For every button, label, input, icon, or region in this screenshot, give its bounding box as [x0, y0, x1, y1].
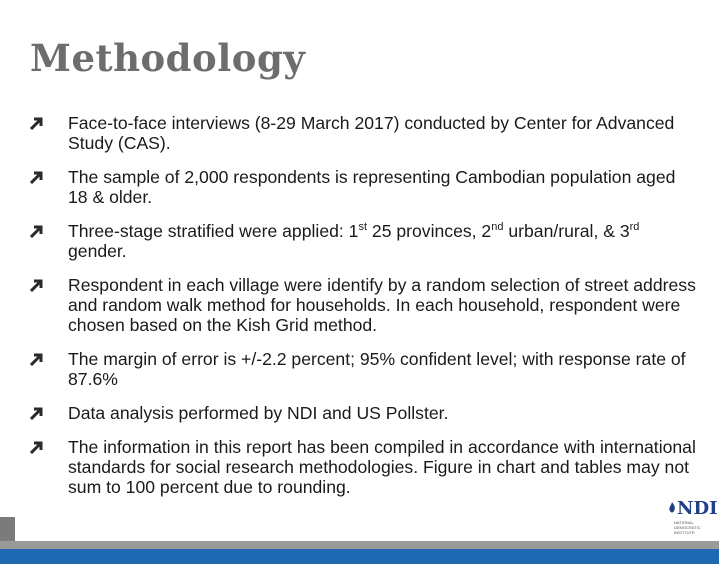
page-title: Methodology	[30, 36, 306, 80]
arrow-up-right-icon	[30, 406, 44, 420]
footer-grey-bar	[0, 541, 719, 549]
footer-blue-bar	[0, 549, 719, 564]
arrow-up-right-icon	[30, 170, 44, 184]
bullet-text: Three-stage stratified were applied: 1st 25 provinces, 2nd urban/rural, & 3rd gender.	[68, 221, 640, 261]
bullet-item-interviews	[30, 113, 698, 153]
bullet-item-margin-of-error	[30, 349, 698, 389]
ndi-logo-subtitle: NATIONAL DEMOCRATIC INSTITUTE	[674, 520, 701, 535]
flame-icon	[668, 502, 676, 514]
bullet-text: Face-to-face interviews (8-29 March 2017) conducted by Center for Advanced Study (CAS).	[68, 113, 675, 153]
bullet-text: The information in this report has been compiled in accordance with international standards for social research methodologies. Figure in chart and tables may not sum to 100 percent due to rounding.	[68, 437, 696, 497]
bullet-text: Respondent in each village were identify by a random selection of street address and random walk method for households. In each household, respondent were chosen based on the Kish Grid method.	[68, 275, 696, 335]
ndi-logo	[668, 498, 719, 538]
bullet-text: Data analysis performed by NDI and US Pollster.	[68, 403, 449, 423]
arrow-up-right-icon	[30, 116, 44, 130]
bullet-list	[30, 113, 698, 497]
bullet-text: The margin of error is +/-2.2 percent; 95% confident level; with response rate of 87.6%	[68, 349, 686, 389]
arrow-up-right-icon	[30, 440, 44, 454]
bullet-text: The sample of 2,000 respondents is representing Cambodian population aged 18 & older.	[68, 167, 676, 207]
bullet-item-standards	[30, 437, 698, 497]
arrow-up-right-icon	[30, 352, 44, 366]
bullet-item-stratified	[30, 221, 698, 261]
ndi-logo-mark: NDI	[668, 498, 717, 519]
bullet-item-respondent-selection	[30, 275, 698, 335]
arrow-up-right-icon	[30, 278, 44, 292]
bullet-item-sample	[30, 167, 698, 207]
arrow-up-right-icon	[30, 224, 44, 238]
bullet-item-data-analysis	[30, 403, 698, 423]
